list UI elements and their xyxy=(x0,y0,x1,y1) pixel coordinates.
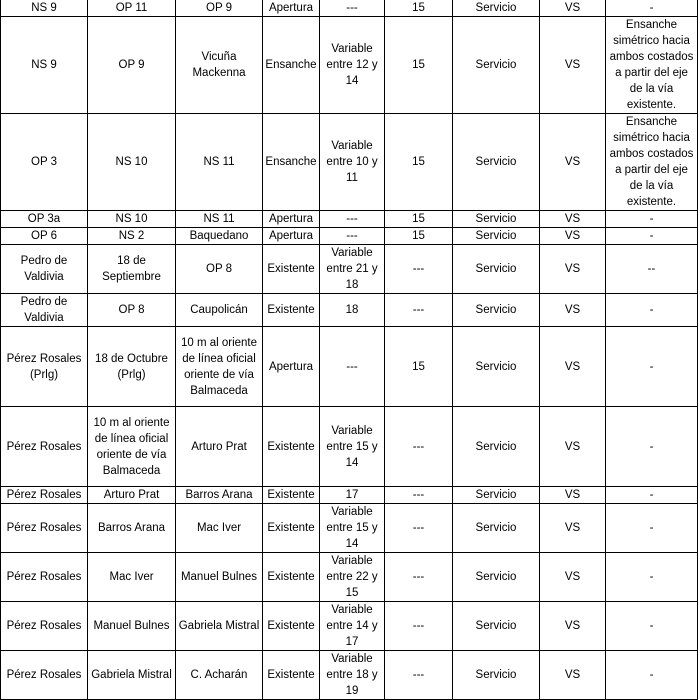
cell-via: OP 3a xyxy=(1,211,88,228)
cell-observaciones: - xyxy=(606,553,698,602)
table-row xyxy=(1,602,698,651)
cell-ancho-proyectado: --- xyxy=(385,504,453,553)
cell-observaciones: Ensanche simétrico hacia ambos costados a partir del eje de la vía existente. xyxy=(606,114,698,211)
cell-tipo: VS xyxy=(540,553,606,602)
cell-via: NS 9 xyxy=(1,17,88,114)
table-row xyxy=(1,327,698,407)
cell-desde: Arturo Prat xyxy=(88,487,176,504)
cell-ancho-existente: --- xyxy=(320,327,385,407)
cell-desde: NS 10 xyxy=(88,114,176,211)
table-body xyxy=(1,0,698,700)
cell-categoria: Servicio xyxy=(453,228,540,245)
cell-tipo: VS xyxy=(540,602,606,651)
cell-ancho-proyectado: 15 xyxy=(385,211,453,228)
cell-via: Pérez Rosales xyxy=(1,602,88,651)
cell-ancho-existente: 18 xyxy=(320,294,385,327)
cell-hasta: Caupolicán xyxy=(176,294,263,327)
cell-ancho-existente: Variable entre 15 y 14 xyxy=(320,407,385,487)
cell-hasta: Arturo Prat xyxy=(176,407,263,487)
cell-tipo: VS xyxy=(540,327,606,407)
cell-ancho-proyectado: --- xyxy=(385,245,453,294)
cell-hasta: C. Acharán xyxy=(176,651,263,700)
cell-ancho-existente: Variable entre 21 y 18 xyxy=(320,245,385,294)
cell-estado: Existente xyxy=(263,487,320,504)
cell-estado: Existente xyxy=(263,504,320,553)
cell-hasta: OP 9 xyxy=(176,0,263,17)
cell-via: OP 3 xyxy=(1,114,88,211)
cell-categoria: Servicio xyxy=(453,504,540,553)
cell-observaciones: - xyxy=(606,487,698,504)
cell-hasta: Vicuña Mackenna xyxy=(176,17,263,114)
cell-estado: Apertura xyxy=(263,228,320,245)
cell-ancho-existente: Variable entre 18 y 19 xyxy=(320,651,385,700)
table-row xyxy=(1,17,698,114)
cell-hasta: Barros Arana xyxy=(176,487,263,504)
cell-desde: 18 de Septiembre xyxy=(88,245,176,294)
cell-categoria: Servicio xyxy=(453,487,540,504)
cell-estado: Apertura xyxy=(263,211,320,228)
cell-ancho-proyectado: 15 xyxy=(385,0,453,17)
cell-categoria: Servicio xyxy=(453,294,540,327)
table-row xyxy=(1,245,698,294)
cell-via: Pérez Rosales xyxy=(1,651,88,700)
cell-hasta: NS 11 xyxy=(176,211,263,228)
table-row xyxy=(1,0,698,17)
cell-ancho-existente: --- xyxy=(320,211,385,228)
cell-hasta: Mac Iver xyxy=(176,504,263,553)
cell-desde: Mac Iver xyxy=(88,553,176,602)
cell-tipo: VS xyxy=(540,0,606,17)
cell-tipo: VS xyxy=(540,487,606,504)
cell-ancho-proyectado: --- xyxy=(385,553,453,602)
cell-tipo: VS xyxy=(540,114,606,211)
cell-categoria: Servicio xyxy=(453,0,540,17)
cell-desde: OP 11 xyxy=(88,0,176,17)
cell-via: Pérez Rosales xyxy=(1,487,88,504)
cell-observaciones: - xyxy=(606,211,698,228)
cell-desde: NS 10 xyxy=(88,211,176,228)
table-row xyxy=(1,487,698,504)
cell-via: Pérez Rosales xyxy=(1,407,88,487)
cell-categoria: Servicio xyxy=(453,602,540,651)
cell-desde: OP 8 xyxy=(88,294,176,327)
cell-hasta: NS 11 xyxy=(176,114,263,211)
cell-ancho-existente: Variable entre 15 y 14 xyxy=(320,504,385,553)
cell-observaciones: Ensanche simétrico hacia ambos costados a partir del eje de la vía existente. xyxy=(606,17,698,114)
cell-estado: Existente xyxy=(263,245,320,294)
cell-desde: Gabriela Mistral xyxy=(88,651,176,700)
cell-via: Pedro de Valdivia xyxy=(1,294,88,327)
cell-hasta: Gabriela Mistral xyxy=(176,602,263,651)
cell-tipo: VS xyxy=(540,17,606,114)
table-row xyxy=(1,114,698,211)
cell-desde: 18 de Octubre (Prlg) xyxy=(88,327,176,407)
cell-tipo: VS xyxy=(540,245,606,294)
cell-hasta: Manuel Bulnes xyxy=(176,553,263,602)
cell-ancho-existente: 17 xyxy=(320,487,385,504)
cell-hasta: Baquedano xyxy=(176,228,263,245)
table-row xyxy=(1,504,698,553)
cell-observaciones: - xyxy=(606,602,698,651)
cell-observaciones: -- xyxy=(606,245,698,294)
cell-ancho-existente: --- xyxy=(320,228,385,245)
cell-estado: Apertura xyxy=(263,327,320,407)
cell-estado: Existente xyxy=(263,553,320,602)
table-row xyxy=(1,228,698,245)
cell-ancho-existente: Variable entre 10 y 11 xyxy=(320,114,385,211)
cell-ancho-proyectado: 15 xyxy=(385,327,453,407)
cell-ancho-proyectado: --- xyxy=(385,407,453,487)
cell-hasta: OP 8 xyxy=(176,245,263,294)
cell-estado: Existente xyxy=(263,294,320,327)
cell-observaciones: - xyxy=(606,228,698,245)
table-row xyxy=(1,553,698,602)
cell-desde: 10 m al oriente de línea oficial oriente de vía Balmaceda xyxy=(88,407,176,487)
cell-categoria: Servicio xyxy=(453,245,540,294)
cell-observaciones: - xyxy=(606,407,698,487)
cell-ancho-existente: Variable entre 12 y 14 xyxy=(320,17,385,114)
cell-ancho-proyectado: 15 xyxy=(385,114,453,211)
cell-ancho-proyectado: --- xyxy=(385,487,453,504)
table-row xyxy=(1,211,698,228)
cell-tipo: VS xyxy=(540,504,606,553)
cell-desde: Barros Arana xyxy=(88,504,176,553)
cell-tipo: VS xyxy=(540,294,606,327)
cell-via: Pérez Rosales (Prlg) xyxy=(1,327,88,407)
cell-via: NS 9 xyxy=(1,0,88,17)
cell-ancho-existente: Variable entre 14 y 17 xyxy=(320,602,385,651)
cell-categoria: Servicio xyxy=(453,17,540,114)
cell-hasta: 10 m al oriente de línea oficial oriente de vía Balmaceda xyxy=(176,327,263,407)
cell-via: Pedro de Valdivia xyxy=(1,245,88,294)
cell-ancho-existente: --- xyxy=(320,0,385,17)
cell-observaciones: - xyxy=(606,327,698,407)
cell-ancho-proyectado: --- xyxy=(385,294,453,327)
cell-estado: Existente xyxy=(263,407,320,487)
cell-categoria: Servicio xyxy=(453,553,540,602)
cell-via: Pérez Rosales xyxy=(1,553,88,602)
cell-categoria: Servicio xyxy=(453,407,540,487)
cell-categoria: Servicio xyxy=(453,651,540,700)
cell-via: Pérez Rosales xyxy=(1,504,88,553)
table-row xyxy=(1,294,698,327)
cell-tipo: VS xyxy=(540,211,606,228)
cell-categoria: Servicio xyxy=(453,114,540,211)
cell-estado: Ensanche xyxy=(263,114,320,211)
cell-desde: Manuel Bulnes xyxy=(88,602,176,651)
cell-tipo: VS xyxy=(540,228,606,245)
cell-via: OP 6 xyxy=(1,228,88,245)
cell-desde: NS 2 xyxy=(88,228,176,245)
cell-ancho-proyectado: 15 xyxy=(385,17,453,114)
cell-observaciones: - xyxy=(606,651,698,700)
cell-ancho-proyectado: 15 xyxy=(385,228,453,245)
cell-desde: OP 9 xyxy=(88,17,176,114)
table-row xyxy=(1,407,698,487)
cell-tipo: VS xyxy=(540,651,606,700)
cell-categoria: Servicio xyxy=(453,211,540,228)
cell-estado: Ensanche xyxy=(263,17,320,114)
cell-observaciones: - xyxy=(606,504,698,553)
cell-estado: Existente xyxy=(263,651,320,700)
cell-ancho-proyectado: --- xyxy=(385,602,453,651)
cell-observaciones: - xyxy=(606,0,698,17)
cell-tipo: VS xyxy=(540,407,606,487)
cell-estado: Existente xyxy=(263,602,320,651)
cell-ancho-proyectado: --- xyxy=(385,651,453,700)
cell-categoria: Servicio xyxy=(453,327,540,407)
cell-ancho-existente: Variable entre 22 y 15 xyxy=(320,553,385,602)
cell-observaciones: - xyxy=(606,294,698,327)
cell-estado: Apertura xyxy=(263,0,320,17)
